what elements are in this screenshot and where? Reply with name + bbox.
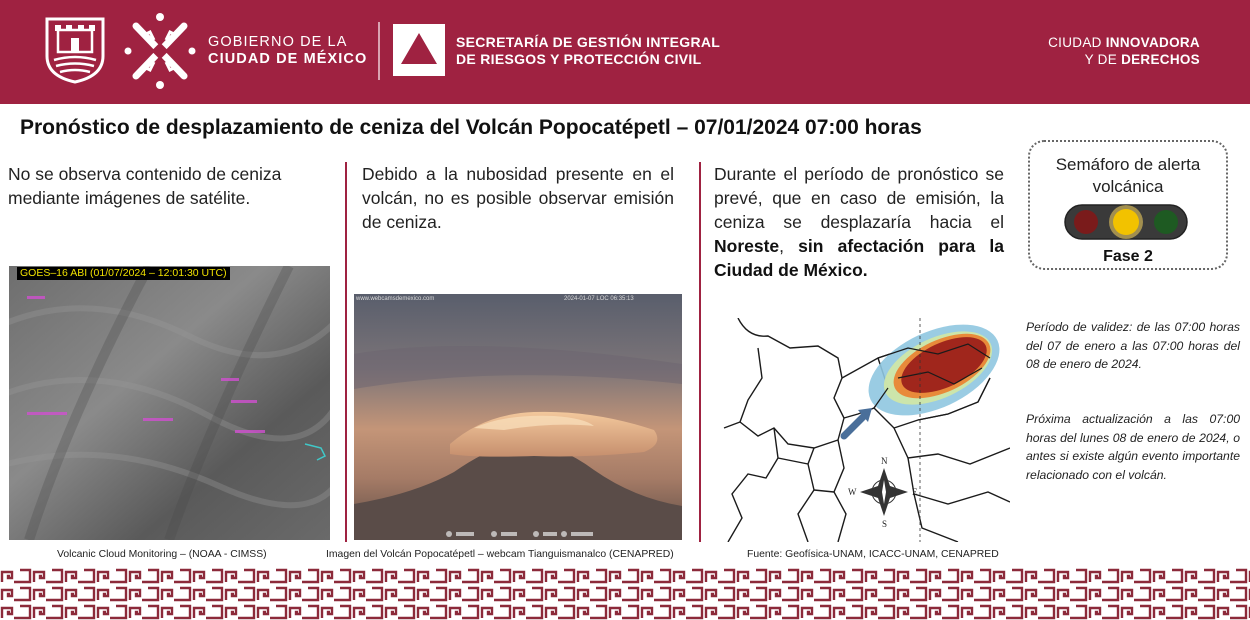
protection-civil-triangle-logo bbox=[393, 24, 445, 76]
motto-line1-a: CIUDAD bbox=[1048, 35, 1106, 50]
city-motto bbox=[1048, 34, 1200, 68]
gov-name-line1: GOBIERNO DE LA bbox=[208, 34, 348, 50]
motto-line2-a: Y DE bbox=[1084, 52, 1122, 67]
agency-name-line1: SECRETARÍA DE GESTIÓN INTEGRAL bbox=[456, 34, 721, 50]
forecast-text-a: Durante el período de pronóstico se prevé, que en caso de emisión, la ceniza se desplazaría hacia el bbox=[714, 164, 1004, 232]
column-divider-1 bbox=[345, 162, 347, 542]
forecast-text bbox=[714, 162, 1004, 282]
page-title: Pronóstico de desplazamiento de ceniza del Volcán Popocatépetl – 07/01/2024 07:00 horas bbox=[20, 116, 922, 139]
volcano-webcam-image bbox=[354, 294, 682, 540]
webcam-watermark: www.webcamsdemexico.com bbox=[356, 296, 435, 302]
validity-period: Período de validez: de las 07:00 horas del 07 de enero a las 07:00 horas del 08 de enero de 2024. bbox=[1026, 320, 1240, 371]
compass-west: W bbox=[848, 487, 857, 497]
satellite-image bbox=[9, 266, 330, 540]
header-divider bbox=[378, 22, 380, 80]
forecast-direction: Noreste bbox=[714, 236, 780, 256]
webcam-timestamp: 2024-01-07 LOC 06:35:13 bbox=[564, 296, 634, 302]
satellite-observation-text: No se observa contenido de ceniza mediante imágenes de satélite. bbox=[8, 164, 282, 208]
webcam-observation-text: Debido a la nubosidad presente en el volcán, no es posible observar emisión de ceniza. bbox=[362, 164, 674, 232]
ash-dispersion-map bbox=[718, 318, 1010, 542]
column-divider-2 bbox=[699, 162, 701, 542]
compass-east: E bbox=[912, 487, 918, 497]
satellite-caption: Volcanic Cloud Monitoring – (NOAA - CIMSS) bbox=[57, 549, 267, 560]
cdmx-shield-logo bbox=[44, 16, 106, 84]
satellite-timestamp: GOES–16 ABI (01/07/2024 – 12:01:30 UTC) bbox=[17, 267, 230, 280]
motto-line2-b: DERECHOS bbox=[1121, 52, 1200, 67]
map-caption: Fuente: Geofísica-UNAM, ICACC-UNAM, CENAPRED bbox=[747, 549, 999, 560]
cdmx-x-logo bbox=[124, 12, 196, 90]
forecast-text-c: , bbox=[779, 236, 799, 256]
webcam-caption: Imagen del Volcán Popocatépetl – webcam Tianguismanalco (CENAPRED) bbox=[326, 549, 674, 560]
traffic-light-icon bbox=[1064, 204, 1188, 240]
next-update: Próxima actualización a las 07:00 horas del lunes 08 de enero de 2024, o antes si existe algún evento importante relacionado con el volcán. bbox=[1026, 412, 1240, 482]
forecast-impact: sin afectación para la Ciudad de México. bbox=[714, 236, 1004, 280]
header-bar bbox=[0, 0, 1250, 104]
gov-name-line2: CIUDAD DE MÉXICO bbox=[208, 51, 368, 67]
alert-phase: Fase 2 bbox=[1103, 248, 1153, 265]
decorative-greca-pattern bbox=[0, 566, 1250, 620]
government-name bbox=[208, 34, 367, 68]
motto-line1-b: INNOVADORA bbox=[1105, 35, 1200, 50]
agency-name-line2: DE RIESGOS Y PROTECCIÓN CIVIL bbox=[456, 51, 702, 67]
agency-name bbox=[456, 34, 720, 68]
compass-north: N bbox=[881, 456, 888, 466]
alert-traffic-light-title: Semáforo de alerta volcánica bbox=[1055, 155, 1201, 196]
compass-south: S bbox=[882, 519, 888, 529]
alert-traffic-light-box bbox=[1028, 140, 1228, 270]
